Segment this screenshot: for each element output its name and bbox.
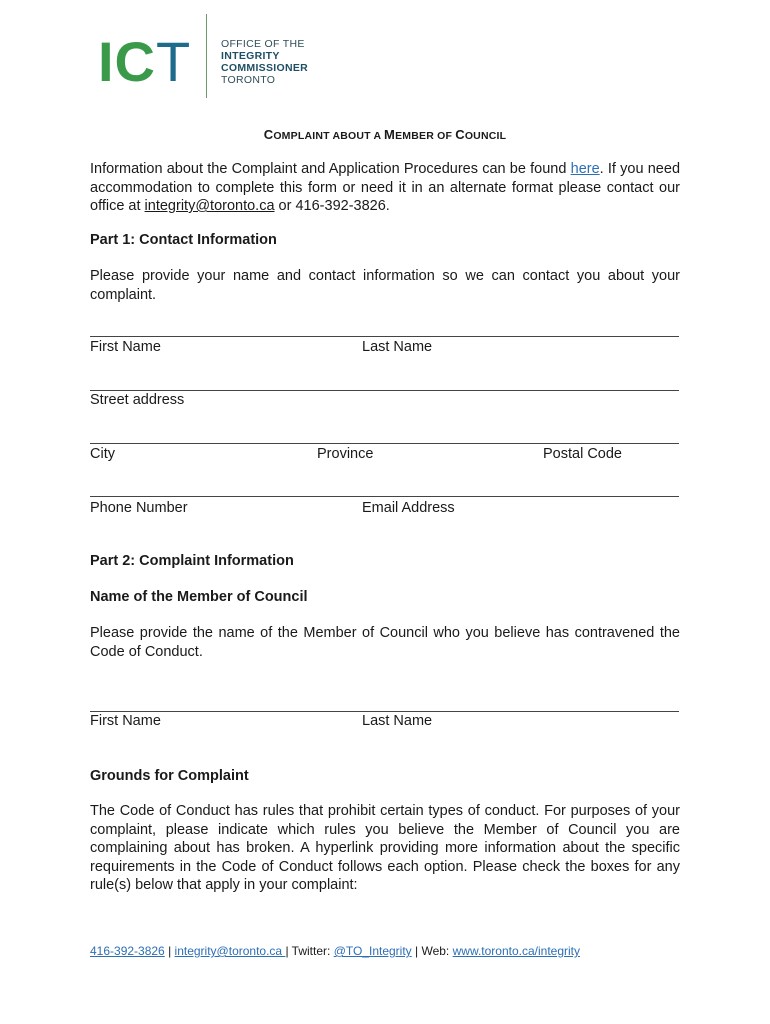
phone-email-input-line[interactable] — [90, 496, 679, 497]
ict-logo-mark: ICT — [98, 30, 192, 93]
email-address-label: Email Address — [362, 500, 455, 516]
footer-phone[interactable]: 416-392-3826 — [90, 944, 165, 958]
logo-divider — [206, 14, 207, 98]
part2-heading: Part 2: Complaint Information — [90, 553, 294, 569]
member-instructions: Please provide the name of the Member of Council who you believe has contravened the Code of Conduct. — [90, 625, 680, 660]
member-name-heading: Name of the Member of Council — [90, 589, 308, 605]
phone-number-label: Phone Number — [90, 500, 188, 516]
part1-instructions: Please provide your name and contact information so we can contact you about your complaint. — [90, 268, 680, 303]
grounds-paragraph: The Code of Conduct has rules that prohibit certain types of conduct. For purposes of your complaint, please indicate which rules you believe the Member of Council you are complaining about has broken. A hyperlink providing more information about the specific requirements in the Code of Conduct follows each option. Please check the boxes for any rule(s) below that apply in your complaint: — [90, 803, 680, 893]
footer-email-link[interactable]: integrity@toronto.ca — [174, 944, 286, 958]
footer-twitter-link[interactable]: @TO_Integrity — [333, 944, 412, 958]
member-first-name-label: First Name — [90, 713, 161, 729]
first-name-label: First Name — [90, 339, 161, 355]
street-input-line[interactable] — [90, 390, 679, 391]
contact-email-link[interactable]: integrity@toronto.ca — [144, 198, 275, 214]
street-address-label: Street address — [90, 392, 185, 408]
intro-paragraph: Information about the Complaint and Application Procedures can be found here. If you need accommodation to complete this form or need it in an alternate format please contact our office at integrity@toronto.ca or 416-392-3826. — [90, 161, 681, 214]
grounds-heading: Grounds for Complaint — [90, 768, 249, 784]
footer-web-link[interactable]: www.toronto.ca/integrity — [452, 944, 580, 958]
last-name-label: Last Name — [362, 339, 433, 355]
member-name-input-line[interactable] — [90, 711, 679, 712]
footer-contact: 416-392-3826 | integrity@toronto.ca | Twitter: @TO_Integrity | Web: www.toronto.ca/integrity — [90, 944, 580, 958]
name-input-line[interactable] — [90, 336, 679, 337]
part1-heading: Part 1: Contact Information — [90, 232, 277, 248]
city-input-line[interactable] — [90, 443, 679, 444]
page-title: COMPLAINT ABOUT A MEMBER OF COUNCIL — [263, 127, 507, 142]
province-label: Province — [317, 446, 374, 462]
procedures-link[interactable]: here — [570, 161, 600, 177]
postal-code-label: Postal Code — [543, 446, 622, 462]
logo-wordmark: OFFICE OF THE INTEGRITY COMMISSIONER TORONTO — [221, 38, 309, 86]
city-label: City — [90, 446, 115, 462]
member-last-name-label: Last Name — [362, 713, 433, 729]
